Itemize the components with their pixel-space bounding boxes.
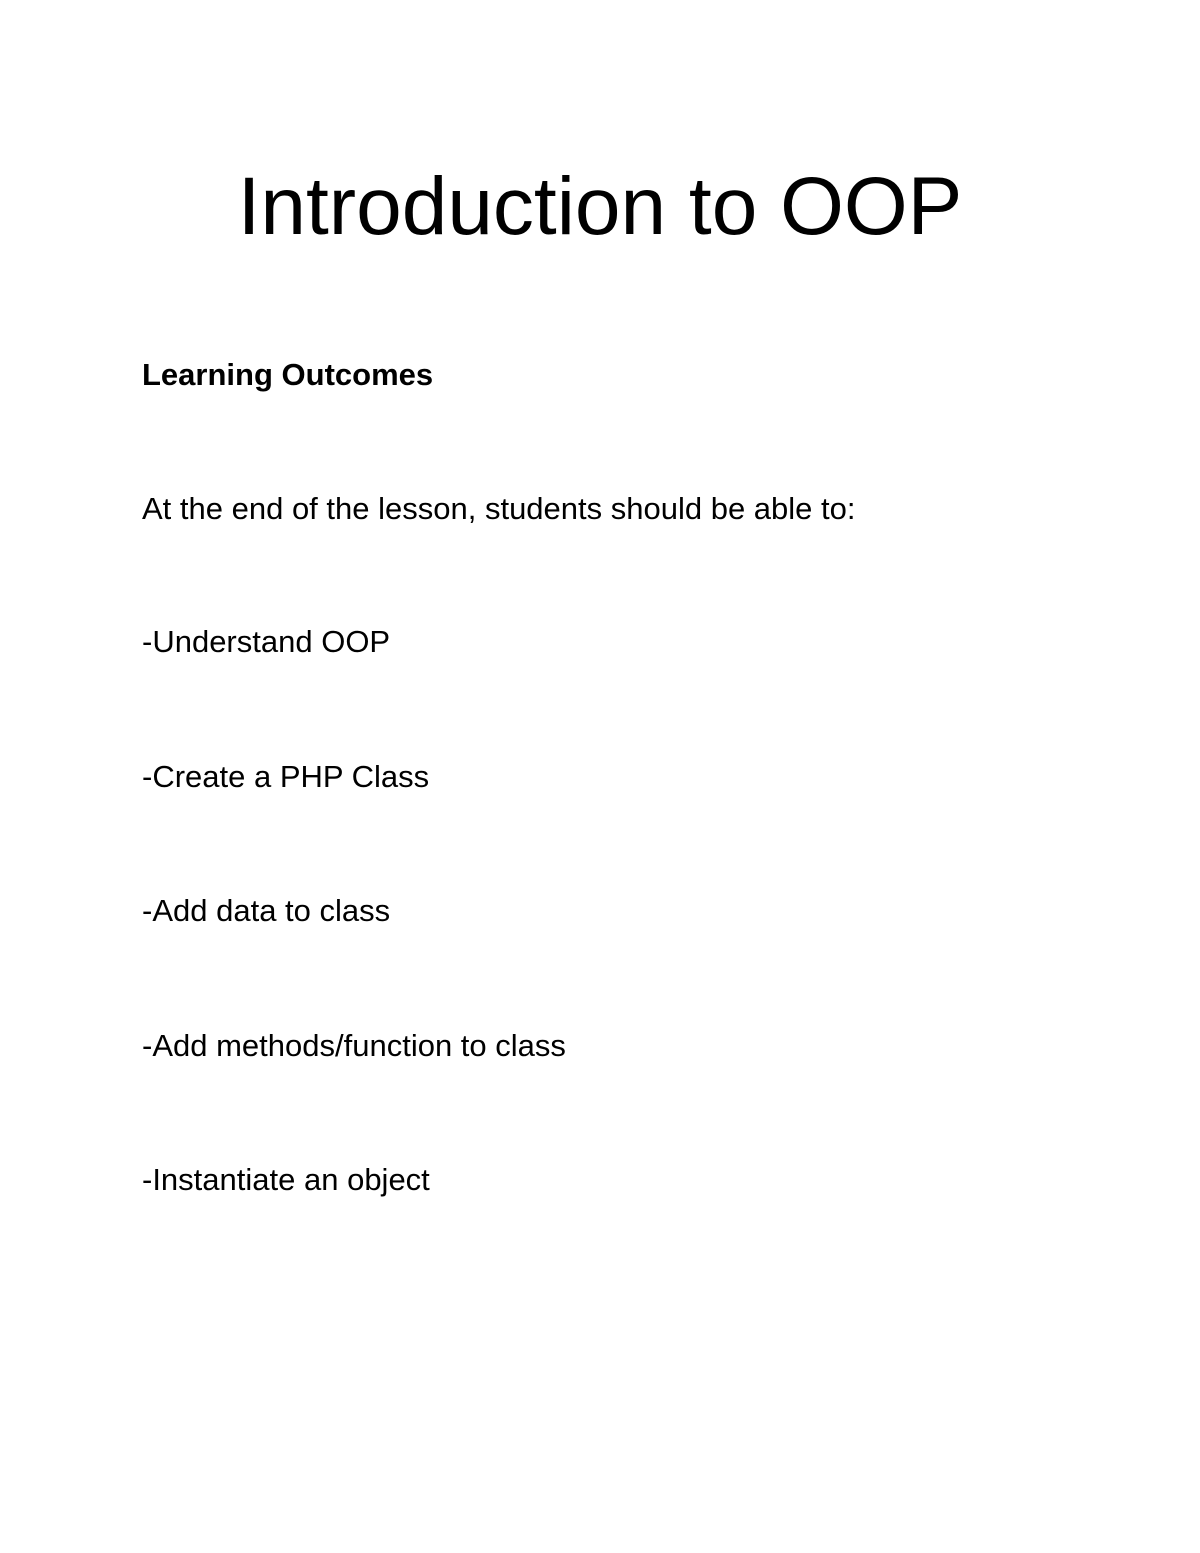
outcome-item: -Add methods/function to class [142,1027,566,1063]
learning-outcomes-list [142,623,566,1296]
outcome-item: -Instantiate an object [142,1162,430,1197]
intro-text: At the end of the lesson, students should be able to: [142,491,856,526]
outcome-item: -Add data to class [142,893,391,928]
outcome-item: -Create a PHP Class [142,758,430,794]
document-title: Introduction to OOP [237,161,963,252]
section-heading: Learning Outcomes [142,357,434,392]
outcome-item: -Understand OOP [142,624,391,659]
